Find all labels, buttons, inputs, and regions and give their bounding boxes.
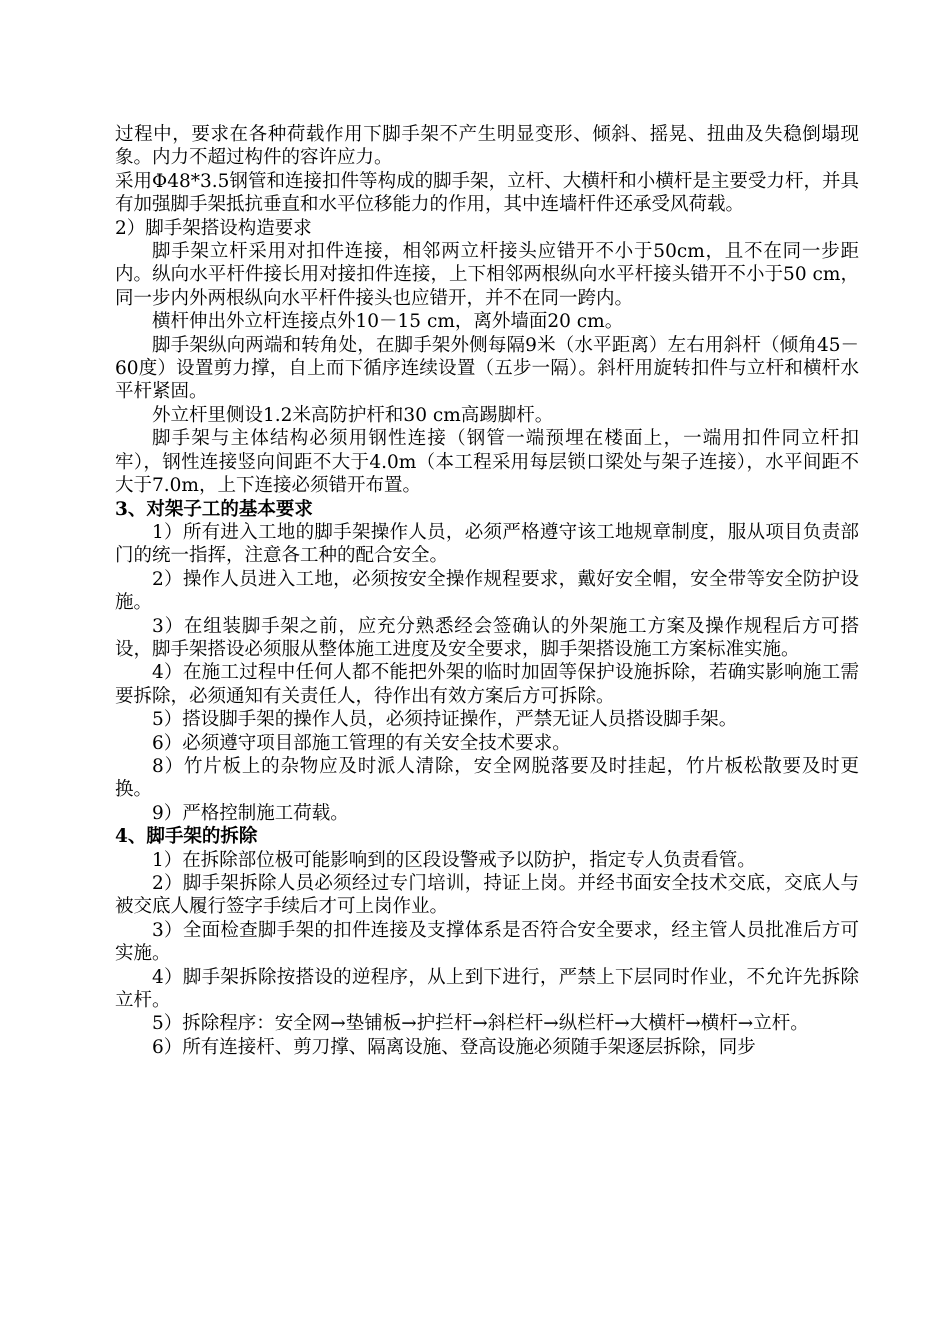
list-item-certified-operators: 5）搭设脚手架的操作人员，必须持证操作，严禁无证人员搭设脚手架。	[152, 709, 738, 731]
list-item-site-rules: 1）所有进入工地的脚手架操作人员，必须严格遵守该工地规章制度，服从项目负责部门的统一指挥，注意各工种的配合安全。	[115, 521, 859, 567]
paragraph-upright-pole-joints: 脚手架立杆采用对扣件连接，相邻两立杆接头应错开不小于50cm，且不在同一步距内。纵向水平杆件接长用对接扣件连接，上下相邻两根纵向水平杆接头错开不小于50 cm，同一步内外两根纵向水平杆件接头也应错开，并不在同一跨内。	[115, 241, 859, 309]
list-item-debris-cleanup: 8）竹片板上的杂物应及时派人清除，安全网脱落要及时挂起，竹片板松散要及时更换。	[115, 755, 859, 801]
section-heading-scaffolder-requirements: 3、对架子工的基本要求	[115, 498, 313, 520]
list-item-safety-technical: 6）必须遵守项目部施工管理的有关安全技术要求。	[152, 732, 571, 754]
document-page	[115, 123, 859, 1059]
subheading-construction-requirements: 2）脚手架搭设构造要求	[115, 217, 312, 239]
paragraph-scissor-bracing: 脚手架纵向两端和转角处，在脚手架外侧每隔9米（水平距离）左右用斜杆（倾角45－60度）设置剪力撑，自上而下循序连续设置（五步一隔）。斜杆用旋转扣件与立杆和横杆水平杆紧固。	[115, 334, 859, 403]
list-item-load-control: 9）严格控制施工荷载。	[152, 802, 349, 824]
list-item-inspection: 3）全面检查脚手架的扣件连接及支撑体系是否符合安全要求，经主管人员批准后方可实施。	[115, 919, 859, 965]
list-item-safety-gear: 2）操作人员进入工地，必须按安全操作规程要求，戴好安全帽，安全带等安全防护设施。	[115, 568, 859, 614]
list-item-reverse-order: 4）脚手架拆除按搭设的逆程序，从上到下进行，严禁上下层同时作业，不允许先拆除立杆。	[115, 966, 859, 1012]
list-item-dismantling-sequence: 5）拆除程序：安全网→垫铺板→护拦杆→斜栏杆→纵栏杆→大横杆→横杆→立杆。	[152, 1013, 809, 1035]
paragraph-load-deformation: 过程中，要求在各种荷载作用下脚手架不产生明显变形、倾斜、摇晃、扭曲及失稳倒塌现象。内力不超过构件的容许应力。	[115, 124, 859, 169]
paragraph-steel-pipe-scaffold: 采用Φ48*3.5钢管和连接扣件等构成的脚手架，立杆、大横杆和小横杆是主要受力杆，并具有加强脚手架抵抗垂直和水平位移能力的作用，其中连墙杆件还承受风荷载。	[115, 170, 859, 216]
section-heading-dismantling: 4、脚手架的拆除	[115, 826, 258, 848]
list-item-layer-removal: 6）所有连接杆、剪刀撑、隔离设施、登高设施必须随手架逐层拆除，同步	[152, 1036, 756, 1058]
paragraph-guard-rail: 外立杆里侧设1.2米高防护杆和30 cm高踢脚杆。	[152, 404, 554, 426]
list-item-no-removal: 4）在施工过程中任何人都不能把外架的临时加固等保护设施拆除，若确实影响施工需要拆除，必须通知有关责任人，待作出有效方案后方可拆除。	[115, 662, 859, 707]
list-item-training: 2）脚手架拆除人员必须经过专门培训，持证上岗。并经书面安全技术交底，交底人与被交底人履行签字手续后才可上岗作业。	[115, 873, 859, 918]
list-item-warning-zone: 1）在拆除部位极可能影响到的区段设警戒予以防护，指定专人负责看管。	[152, 849, 756, 871]
paragraph-crossbar-extension: 横杆伸出外立杆连接点外10－15 cm，离外墙面20 cm。	[152, 311, 624, 333]
list-item-assembly-plan: 3）在组装脚手架之前，应充分熟悉经会签确认的外架施工方案及操作规程后方可搭设，脚手架搭设必须服从整体施工进度及安全要求，脚手架搭设施工方案标准实施。	[115, 615, 859, 660]
paragraph-rigid-connection: 脚手架与主体结构必须用钢性连接（钢管一端预埋在楼面上，一端用扣件同立杆扣牢），钢性连接竖向间距不大于4.0m（本工程采用每层锁口梁处与架子连接），水平间距不大于7.0m，上下连接必须错开布置。	[115, 428, 859, 497]
